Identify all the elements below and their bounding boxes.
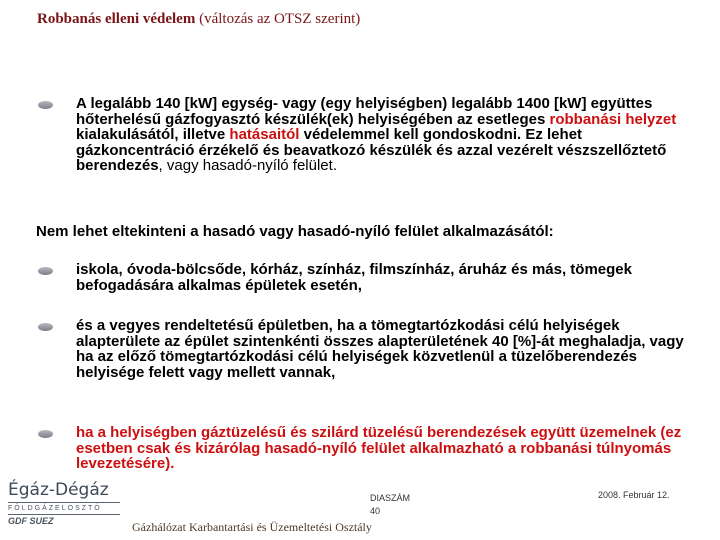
company-logo	[8, 480, 128, 526]
logo-divider	[8, 502, 120, 503]
oval-bullet-icon	[38, 323, 53, 331]
paragraph-main-rule	[76, 96, 696, 174]
text-segment: A legalább 140 [kW] egység- vagy (egy helyiségben) legalább 1400 [kW] együttes hőterhelésű gázfogyasztó készülék(ek) helyiségében az esetleges	[76, 95, 653, 128]
slide-title-sub: (változás az OTSZ szerint)	[199, 11, 361, 27]
oval-bullet-icon	[38, 101, 53, 109]
slide-date: 2008. Február 12.	[598, 490, 670, 500]
oval-bullet-icon	[38, 430, 53, 438]
logo-main-text: Égáz-Dégáz	[8, 480, 109, 500]
slide-number: 40	[370, 506, 381, 516]
highlight-segment: hatásaitól	[229, 126, 300, 143]
oval-bullet-icon	[38, 267, 53, 275]
list-item-highlight: ha a helyiségben gáztüzelésű és szilárd tüzelésű berendezések együtt üzemelnek (ez esetben csak és kizárólag hasadó-nyíló felület alkalmazható a robbanási túlnyomás levezetésére).	[76, 424, 682, 472]
logo-divider	[8, 514, 120, 515]
slide-title	[37, 11, 360, 28]
slide-number-label: DIASZÁM	[370, 493, 411, 503]
footer-organization: Gázhálózat Karbantartási és Üzemeltetési Osztály	[132, 520, 372, 534]
list-item: iskola, óvoda-bölcsőde, kórház, színház, filmszínház, áruház és más, tömegek befogadására alkalmas épületek esetén,	[76, 261, 632, 294]
slide-title-main: Robbanás elleni védelem	[37, 11, 196, 27]
logo-sub-text: FÖLDGÁZELOSZTÓ	[8, 505, 102, 512]
highlight-segment: robbanási helyzet	[549, 110, 677, 128]
list-item: és a vegyes rendeltetésű épületben, ha a tömegtartózkodási célú helyiségek alapterülete az épület szintenkénti összes alapterületének 40 [%]-át meghaladja, vagy ha az előző tömegtartózkodási célú helyiségek közvetlenül a tüzelőberendezés helyisége felett vagy mellett vannak,	[76, 317, 684, 381]
paragraph-intro: Nem lehet eltekinteni a hasadó vagy hasadó-nyíló felület alkalmazásától:	[36, 223, 554, 240]
text-segment: kialakulásától, illetve	[76, 126, 230, 143]
text-segment: , vagy hasadó-nyíló felület.	[158, 157, 337, 174]
text-segment: védelemmel kell gondoskodni. Ez lehet gázkoncentráció érzékelő és beavatkozó készülék és azzal vezérelt vészszellőztető berendezés	[76, 126, 667, 174]
logo-gdf-text: GDF SUEZ	[8, 516, 54, 526]
